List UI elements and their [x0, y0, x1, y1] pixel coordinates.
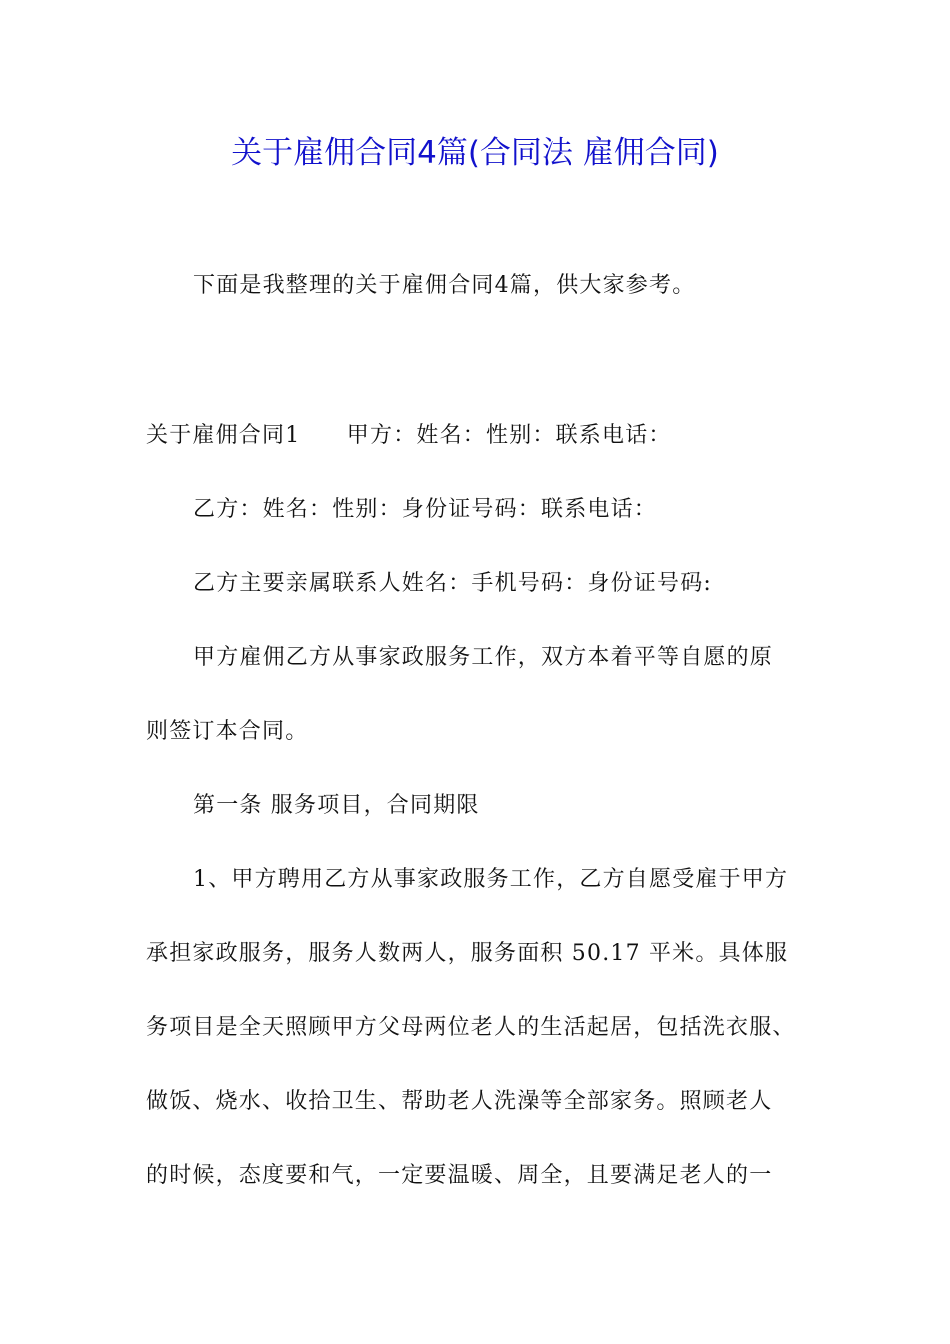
paragraph-line: 1、甲方聘用乙方从事家政服务工作，乙方自愿受雇于甲方 [193, 867, 789, 892]
contract-header-line: 关于雇佣合同1 甲方：姓名：性别：联系电话： [146, 423, 672, 448]
relative-contact-line: 乙方主要亲属联系人姓名：手机号码：身份证号码: [193, 571, 713, 596]
document-title: 关于雇佣合同4篇(合同法 雇佣合同) [231, 135, 719, 171]
paragraph-line: 务项目是全天照顾甲方父母两位老人的生活起居，包括洗衣服、 [146, 1015, 796, 1040]
paragraph-line: 做饭、烧水、收拾卫生、帮助老人洗澡等全部家务。照顾老人 [146, 1089, 773, 1114]
paragraph-line: 的时候，态度要和气，一定要温暖、周全，且要满足老人的一 [146, 1163, 773, 1188]
intro-line: 下面是我整理的关于雇佣合同4篇，供大家参考。 [193, 273, 696, 298]
article-heading: 第一条 服务项目，合同期限 [193, 793, 480, 818]
paragraph-line: 则签订本合同。 [146, 719, 309, 744]
paragraph-line: 承担家政服务，服务人数两人，服务面积 50.17 平米。具体服 [146, 941, 789, 966]
paragraph-line: 甲方雇佣乙方从事家政服务工作，双方本着平等自愿的原 [193, 645, 774, 670]
party-b-line: 乙方：姓名：性别：身份证号码：联系电话： [193, 497, 658, 522]
